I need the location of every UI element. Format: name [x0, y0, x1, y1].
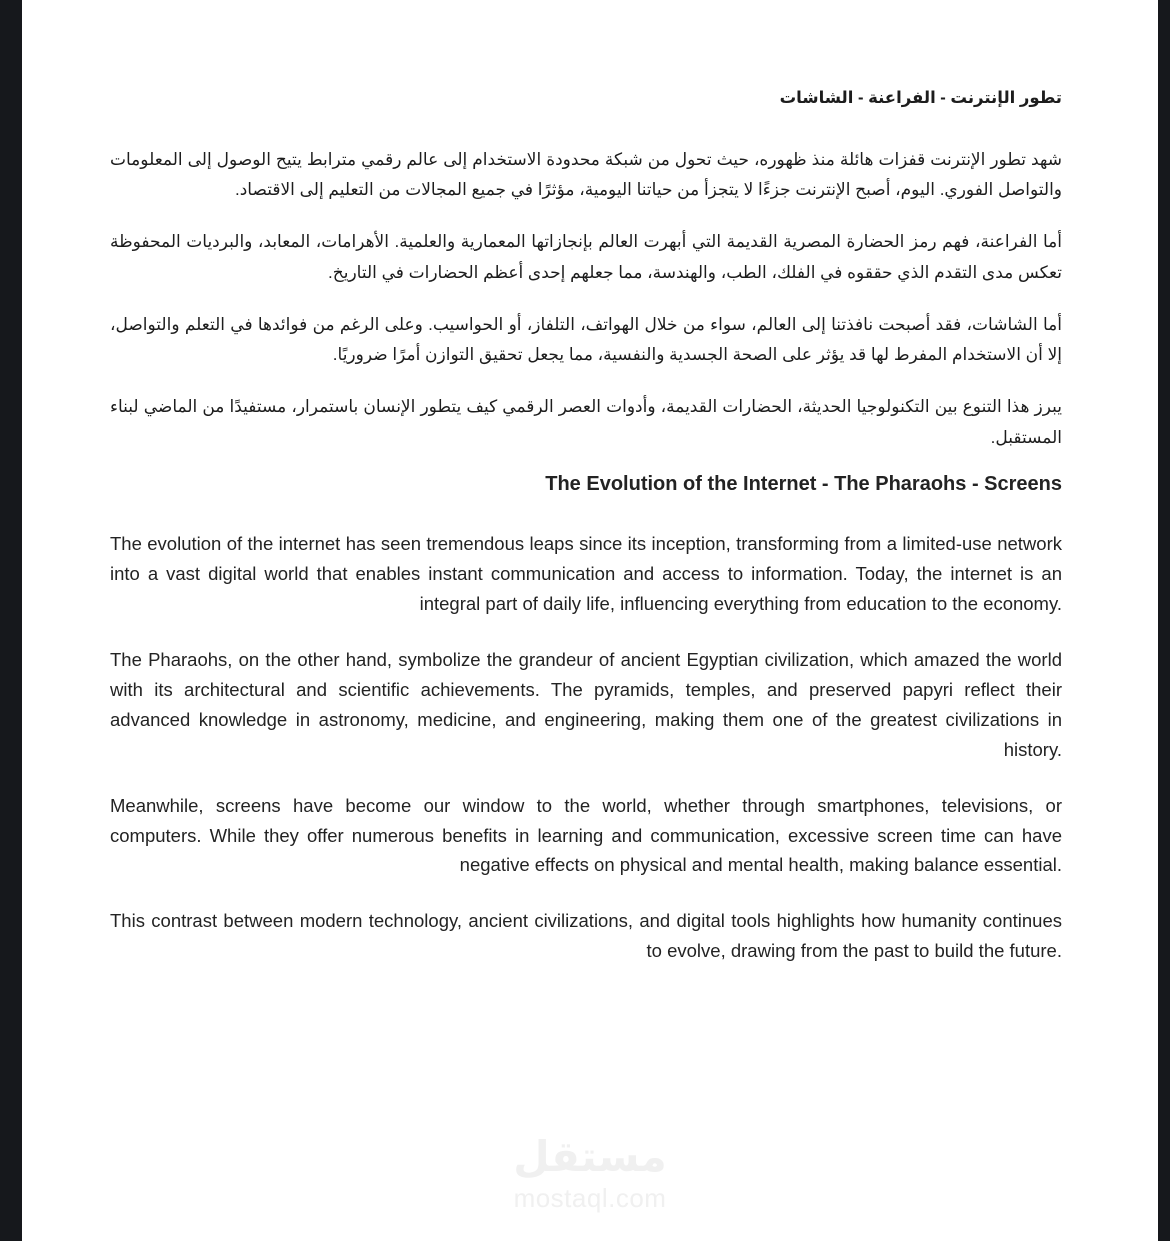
- english-paragraph-2: [110, 645, 1062, 765]
- english-document-heading: [110, 469, 1062, 499]
- left-edge-bar: [0, 0, 22, 1241]
- english-paragraph-3: [110, 791, 1062, 881]
- arabic-paragraph-4: يبرز هذا التنوع بين التكنولوجيا الحديثة، الحضارات القديمة، وأدوات العصر الرقمي كيف يتطور الإنسان باستمرار، مستفيدًا من الماضي لبناء المستقبل.: [110, 397, 1062, 447]
- english-paragraph-1: [110, 529, 1062, 619]
- arabic-paragraph-3: أما الشاشات، فقد أصبحت نافذتنا إلى العالم، سواء من خلال الهواتف، التلفاز، أو الحواسيب. وعلى الرغم من فوائدها في التعلم والتواصل، إلا أن الاستخدام المفرط لها قد يؤثر على الصحة الجسدية والنفسية، مما يجعل تحقيق التوازن أمرًا ضروريًا.: [110, 314, 1062, 364]
- arabic-section: [110, 86, 1062, 453]
- english-paragraph-1-text: The evolution of the internet has seen tremendous leaps since its inception, transforming from a limited-use network into a vast digital world that enables instant communication and access to information. Today, the internet is an integral part of daily life, influencing everything from education to the economy.: [110, 532, 1062, 614]
- document-sheet: [22, 0, 1158, 1241]
- english-section: [110, 469, 1062, 967]
- english-paragraph-4: [110, 906, 1062, 966]
- english-heading-text: The Evolution of the Internet - The Pharaohs - Screens: [545, 472, 1062, 495]
- watermark-url: mostaql.com: [513, 1183, 667, 1214]
- english-paragraph-4-text: This contrast between modern technology, ancient civilizations, and digital tools highlights how humanity continues to evolve, drawing from the past to build the future.: [110, 910, 1062, 962]
- english-paragraph-2-text: The Pharaohs, on the other hand, symbolize the grandeur of ancient Egyptian civilization, which amazed the world with its architectural and scientific achievements. The pyramids, temples, and preserved papyri reflect their advanced knowledge in astronomy, medicine, and engineering, making them one of the greatest civilizations in history.: [110, 648, 1062, 760]
- right-edge-bar: [1158, 0, 1170, 1241]
- english-paragraph-3-text: Meanwhile, screens have become our window to the world, whether through smartphones, televisions, or computers. While they offer numerous benefits in learning and communication, excessive screen time can have negative effects on physical and mental health, making balance essential.: [110, 794, 1062, 876]
- arabic-paragraph-2: أما الفراعنة، فهم رمز الحضارة المصرية القديمة التي أبهرت العالم بإنجازاتها المعمارية والعلمية. الأهرامات، المعابد، والبرديات المحفوظة تعكس مدى التقدم الذي حققوه في الفلك، الطب، والهندسة، مما جعلهم إحدى أعظم الحضارات في التاريخ.: [110, 232, 1062, 282]
- arabic-document-title: تطور الإنترنت - الفراعنة - الشاشات: [779, 89, 1062, 107]
- arabic-paragraph-1: شهد تطور الإنترنت قفزات هائلة منذ ظهوره، حيث تحول من شبكة محدودة الاستخدام إلى عالم رقمي مترابط يتيح الوصول إلى المعلومات والتواصل الفوري. اليوم، أصبح الإنترنت جزءًا لا يتجزأ من حياتنا اليومية، مؤثرًا في جميع المجالات من التعليم إلى الاقتصاد.: [110, 149, 1062, 199]
- document-content: [22, 0, 1158, 966]
- mostaql-watermark: [22, 1133, 1158, 1214]
- watermark-arabic-logo: مستقل: [513, 1133, 667, 1181]
